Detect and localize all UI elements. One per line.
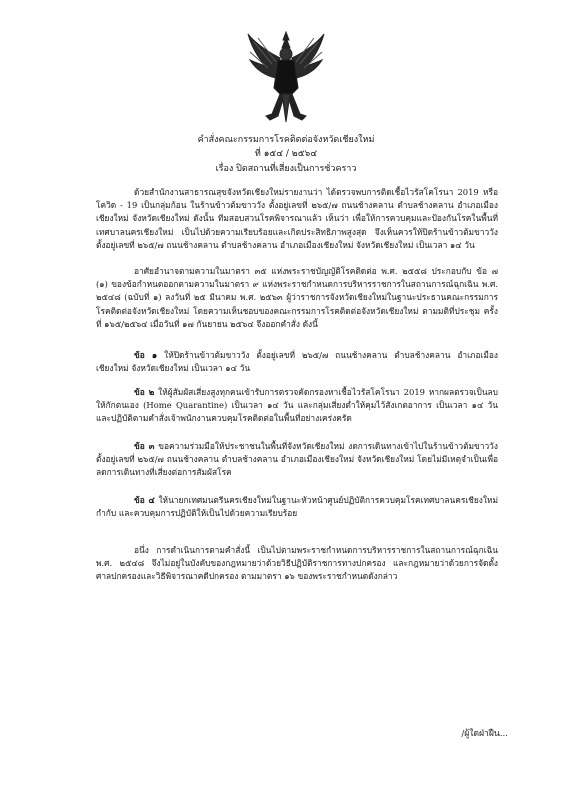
clause-number: ข้อ ๔ (134, 495, 155, 505)
paragraph-intro (96, 186, 498, 252)
continuation-marker: /ผู้ใดฝ่าฝืน... (461, 729, 508, 739)
order-number: ที่ ๑๕๔ / ๒๕๖๔ (254, 149, 318, 159)
paragraph-text: ให้ผู้สัมผัสเสี่ยงสูงทุกคนเข้ารับการตรวจคัดกรองหาเชื้อไวรัสโคโรนา 2019 หากผลตรวจเป็นลบให้กักตนเอง (Home Quarantine) เป็นเวลา ๑๔ วัน และกลุ่มเสี่ยงต่ำให้คุมไว้สังเกตอาการ เป็นเวลา ๑๔ วัน และปฏิบัติตามคำสั่งเจ้าพนักงานควบคุมโรคติดต่อในพื้นที่อย่างเคร่งครัด (96, 387, 498, 424)
clause-2 (96, 386, 498, 426)
clause-number: ข้อ ๑ (134, 350, 158, 360)
paragraph-text: อนึ่ง การดำเนินการตามคำสั่งนี้ เป็นไปตามพระราชกำหนดการบริหารราชการในสถานการณ์ฉุกเฉิน พ.ศ. ๒๕๔๘ จึงไม่อยู่ในบังคับของกฎหมายว่าด้วยวิธีปฏิบัติราชการทางปกครอง และกฎหมายว่าด้วยการจัดตั้งศาลปกครองและวิธีพิจารณาคดีปกครอง ตามมาตรา ๑๖ ของพระราชกำหนดดังกล่าว (96, 545, 498, 582)
clause-number: ข้อ ๒ (134, 387, 155, 397)
clause-3 (96, 440, 498, 480)
paragraph-text: อาศัยอำนาจตามความในมาตรา ๓๕ แห่งพระราชบัญญัติโรคติดต่อ พ.ศ. ๒๕๕๘ ประกอบกับ ข้อ ๗ (๑) ของข้อกำหนดออกตามความในมาตรา ๙ แห่งพระราชกำหนดการบริหารราชการในสถานการณ์ฉุกเฉิน พ.ศ. ๒๕๔๘ (ฉบับที่ ๑) ลงวันที่ ๒๕ มีนาคม พ.ศ. ๒๕๖๓ ผู้ว่าราชการจังหวัดเชียงใหม่ในฐานะประธานคณะกรรมการโรคติดต่อจังหวัดเชียงใหม่ โดยความเห็นชอบของคณะกรรมการโรคติดต่อจังหวัดเชียงใหม่ ตามมติที่ประชุม ครั้งที่ ๑๖๕/๒๕๖๔ เมื่อวันที่ ๑๗ กันยายน ๒๕๖๔ จึงออกคำสั่ง ดังนี้ (96, 266, 498, 329)
paragraph-text: ให้ปิดร้านข้าวต้มขาววัง ตั้งอยู่เลขที่ ๒๖๕/๗ ถนนช้างคลาน ตำบลช้างคลาน อำเภอเมืองเชียงใหม่ จังหวัดเชียงใหม่ เป็นเวลา ๑๔ วัน (96, 350, 498, 374)
order-subject: เรื่อง ปิดสถานที่เสี่ยงเป็นการชั่วคราว (215, 164, 357, 174)
paragraph-text: ให้นายกเทศมนตรีนครเชียงใหม่ในฐานะหัวหน้าศูนย์ปฏิบัติการควบคุมโรคเทศบาลนครเชียงใหม่ กำกับ และควบคุมการปฏิบัติให้เป็นไปด้วยความเรียบร้อย (96, 495, 498, 519)
clause-number: ข้อ ๓ (134, 441, 155, 451)
paragraph-authority (96, 265, 498, 331)
paragraph-text: ด้วยสำนักงานสาธารณสุขจังหวัดเชียงใหม่รายงานว่า ได้ตรวจพบการติดเชื้อไวรัสโคโรนา 2019 หรือโควิด - 19 เป็นกลุ่มก้อน ในร้านข้าวต้มขาววัง ตั้งอยู่เลขที่ ๒๖๕/๗ ถนนช้างคลาน ตำบลช้างคลาน อำเภอเมืองเชียงใหม่ จังหวัดเชียงใหม่ ดังนั้น ทีมสอบสวนโรคพิจารณาแล้ว เห็นว่า เพื่อให้การควบคุมและป้องกันโรคในพื้นที่เทศบาลนครเชียงใหม่ เป็นไปด้วยความเรียบร้อยและเกิดประสิทธิภาพสูงสุด จึงเห็นควรให้ปิดร้านข้าวต้มขาววัง ตั้งอยู่เลขที่ ๒๖๕/๗ ถนนช้างคลาน ตำบลช้างคลาน อำเภอเมืองเชียงใหม่ จังหวัดเชียงใหม่ เป็นเวลา ๑๔ วัน (96, 187, 498, 250)
clause-4 (96, 494, 498, 520)
garuda-emblem-icon (246, 30, 326, 124)
order-title: คำสั่งคณะกรรมการโรคติดต่อจังหวัดเชียงใหม่ (197, 135, 375, 145)
paragraph-text: ขอความร่วมมือให้ประชาชนในพื้นที่จังหวัดเชียงใหม่ งดการเดินทางเข้าไปในร้านข้าวต้มขาววัง ตั้งอยู่เลขที่ ๒๖๕/๗ ถนนช้างคลาน ตำบลช้างคลาน อำเภอเมืองเชียงใหม่ จังหวัดเชียงใหม่ โดยไม่มีเหตุจำเป็นเพื่อลดการเดินทางที่เสี่ยงต่อการสัมผัสโรค (96, 441, 498, 478)
clause-1 (96, 349, 498, 375)
paragraph-closing (96, 544, 498, 584)
